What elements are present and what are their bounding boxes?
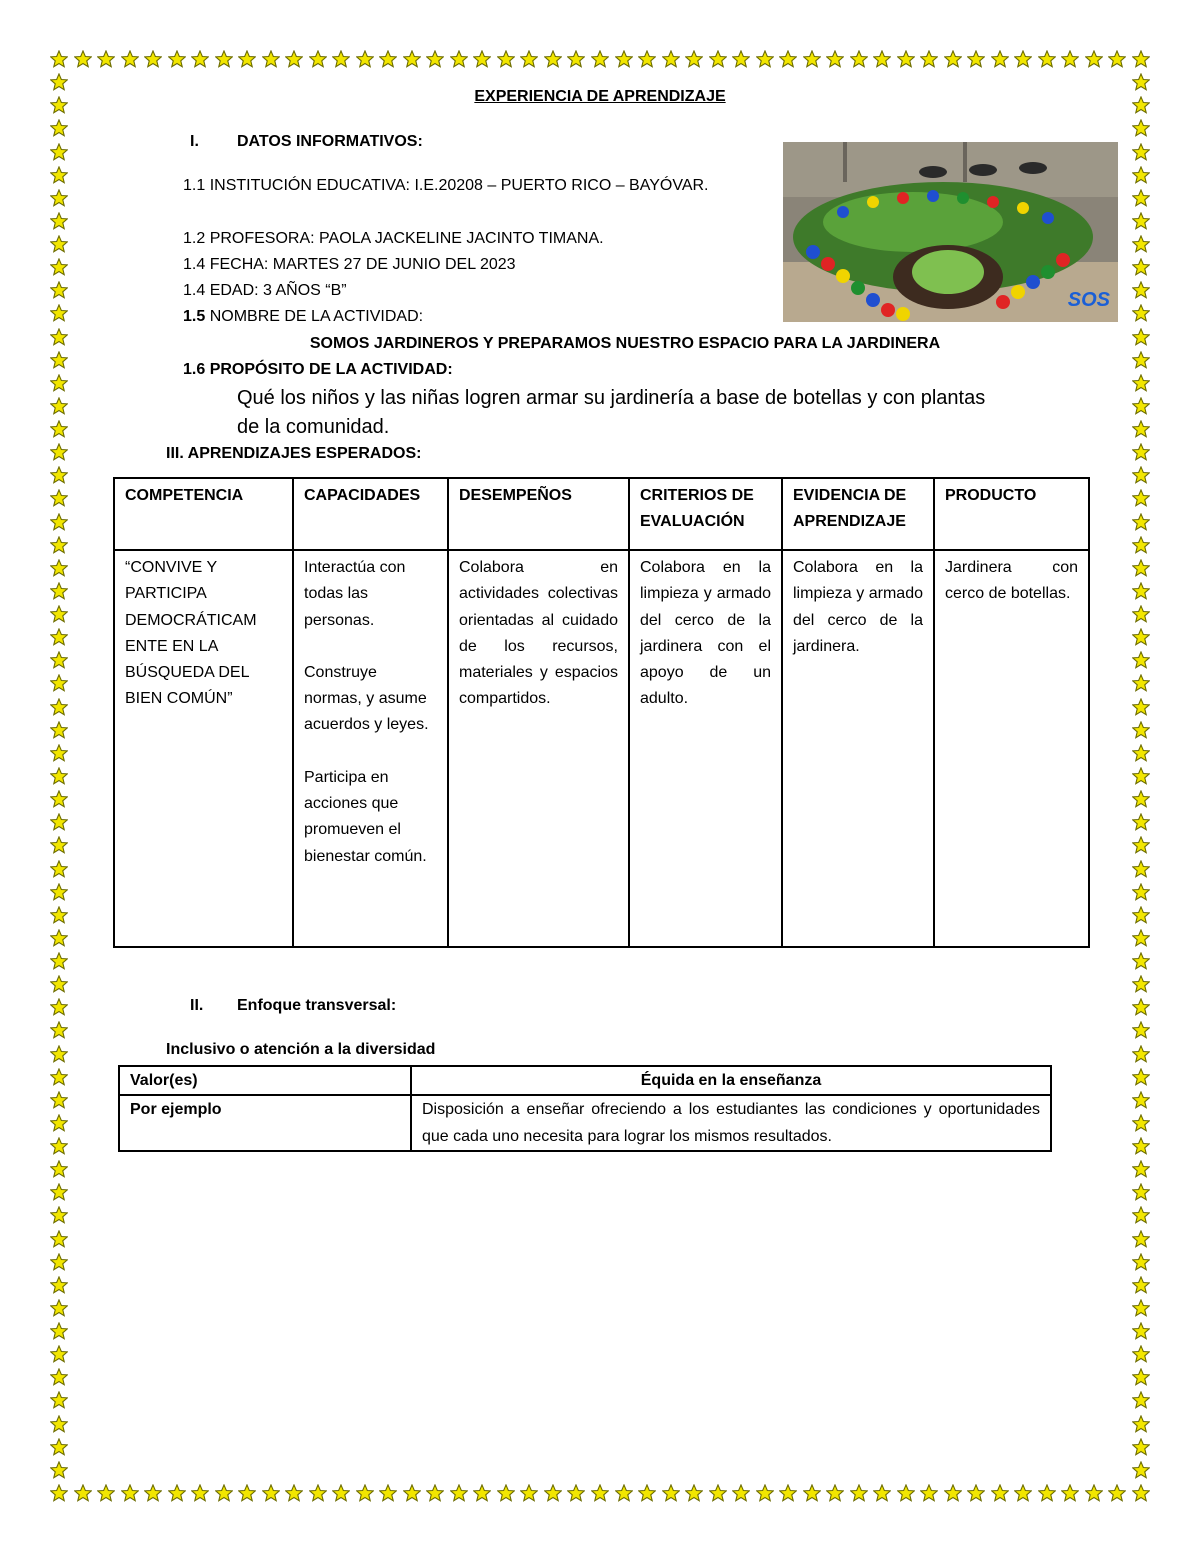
star-icon bbox=[685, 50, 703, 68]
star-icon bbox=[920, 50, 938, 68]
actividad-label-line bbox=[183, 308, 423, 326]
table-row bbox=[119, 1066, 1051, 1095]
header-evidencia: EVIDENCIA DE APRENDIZAJE bbox=[782, 478, 934, 550]
star-icon bbox=[50, 1114, 68, 1132]
star-icon bbox=[1132, 1299, 1150, 1317]
star-icon bbox=[1132, 975, 1150, 993]
star-icon bbox=[1132, 466, 1150, 484]
star-icon bbox=[662, 1484, 680, 1502]
proposito-text bbox=[237, 384, 1057, 442]
section-enfoque-heading: Enfoque transversal: bbox=[237, 997, 397, 1014]
star-icon bbox=[944, 50, 962, 68]
enfoque-subtitle: Inclusivo o atención a la diversidad bbox=[166, 1041, 436, 1058]
star-icon bbox=[732, 50, 750, 68]
capacidad-item: Construye normas, y asume acuerdos y leyes. bbox=[304, 663, 429, 734]
valor-value: Équida en la enseñanza bbox=[411, 1066, 1051, 1095]
star-icon bbox=[473, 50, 491, 68]
star-icon bbox=[50, 790, 68, 808]
star-icon bbox=[50, 513, 68, 531]
star-icon bbox=[826, 50, 844, 68]
star-icon bbox=[873, 1484, 891, 1502]
header-competencia: COMPETENCIA bbox=[114, 478, 293, 550]
star-icon bbox=[1132, 443, 1150, 461]
star-icon bbox=[1085, 50, 1103, 68]
star-icon bbox=[1132, 1484, 1150, 1502]
star-icon bbox=[403, 1484, 421, 1502]
star-icon bbox=[1132, 767, 1150, 785]
star-icon bbox=[403, 50, 421, 68]
star-icon bbox=[50, 1438, 68, 1456]
actividad-number: 1.5 bbox=[183, 308, 206, 325]
star-icon bbox=[803, 50, 821, 68]
star-icon bbox=[50, 1415, 68, 1433]
cell-competencia: “CONVIVE Y PARTICIPA DEMOCRÁTICAM ENTE EN LA BÚSQUEDA DEL BIEN COMÚN” bbox=[114, 550, 293, 947]
star-icon bbox=[1132, 351, 1150, 369]
star-icon bbox=[1038, 50, 1056, 68]
star-icon bbox=[50, 1276, 68, 1294]
star-icon bbox=[50, 1183, 68, 1201]
star-icon bbox=[50, 860, 68, 878]
star-icon bbox=[991, 1484, 1009, 1502]
cell-capacidades bbox=[293, 550, 448, 947]
cell-desempenos: Colabora en actividades colectivas orientadas al cuidado de los recursos, materiales y espacios compartidos. bbox=[448, 550, 629, 947]
header-desempenos: DESEMPEÑOS bbox=[448, 478, 629, 550]
star-icon bbox=[168, 50, 186, 68]
valor-label: Valor(es) bbox=[119, 1066, 411, 1095]
star-icon bbox=[50, 1068, 68, 1086]
star-icon bbox=[50, 698, 68, 716]
star-icon bbox=[591, 50, 609, 68]
star-icon bbox=[50, 744, 68, 762]
star-icon bbox=[332, 1484, 350, 1502]
actividad-label: NOMBRE DE LA ACTIVIDAD: bbox=[205, 308, 424, 325]
star-icon bbox=[1132, 674, 1150, 692]
star-icon bbox=[615, 50, 633, 68]
star-icon bbox=[1014, 1484, 1032, 1502]
header-criterios: CRITERIOS DE EVALUACIÓN bbox=[629, 478, 782, 550]
star-icon bbox=[497, 50, 515, 68]
star-icon bbox=[779, 1484, 797, 1502]
star-icon bbox=[967, 1484, 985, 1502]
star-icon bbox=[50, 420, 68, 438]
star-icon bbox=[50, 397, 68, 415]
table-row bbox=[119, 1095, 1051, 1151]
star-icon bbox=[1132, 744, 1150, 762]
star-icon bbox=[1132, 166, 1150, 184]
star-icon bbox=[97, 1484, 115, 1502]
star-icon bbox=[74, 50, 92, 68]
star-icon bbox=[1132, 513, 1150, 531]
star-icon bbox=[1085, 1484, 1103, 1502]
star-icon bbox=[50, 1206, 68, 1224]
cell-producto: Jardinera con cerco de botellas. bbox=[934, 550, 1089, 947]
star-icon bbox=[74, 1484, 92, 1502]
star-icon bbox=[685, 1484, 703, 1502]
proposito-label: 1.6 PROPÓSITO DE LA ACTIVIDAD: bbox=[183, 361, 453, 378]
star-icon bbox=[1132, 374, 1150, 392]
star-icon bbox=[1132, 559, 1150, 577]
star-icon bbox=[215, 50, 233, 68]
star-icon bbox=[97, 50, 115, 68]
star-icon bbox=[779, 50, 797, 68]
star-icon bbox=[50, 351, 68, 369]
star-icon bbox=[50, 883, 68, 901]
star-icon bbox=[897, 1484, 915, 1502]
star-icon bbox=[215, 1484, 233, 1502]
header-producto: PRODUCTO bbox=[934, 478, 1089, 550]
cell-evidencia: Colabora en la limpieza y armado del cerco de la jardinera. bbox=[782, 550, 934, 947]
star-icon bbox=[1132, 281, 1150, 299]
section-datos-heading: DATOS INFORMATIVOS: bbox=[237, 133, 423, 150]
star-icon bbox=[262, 50, 280, 68]
star-icon bbox=[520, 50, 538, 68]
star-icon bbox=[1132, 1091, 1150, 1109]
star-icon bbox=[121, 50, 139, 68]
star-icon bbox=[332, 50, 350, 68]
star-icon bbox=[1132, 143, 1150, 161]
star-icon bbox=[50, 466, 68, 484]
garden-photo bbox=[783, 142, 1118, 322]
star-icon bbox=[356, 50, 374, 68]
star-icon bbox=[50, 1137, 68, 1155]
star-icon bbox=[50, 559, 68, 577]
fecha-line: 1.4 FECHA: MARTES 27 DE JUNIO DEL 2023 bbox=[183, 256, 516, 273]
star-icon bbox=[168, 1484, 186, 1502]
header-capacidades: CAPACIDADES bbox=[293, 478, 448, 550]
capacidad-item: Interactúa con todas las personas. bbox=[304, 559, 406, 629]
star-icon bbox=[967, 50, 985, 68]
star-icon bbox=[1132, 998, 1150, 1016]
star-icon bbox=[50, 235, 68, 253]
star-icon bbox=[50, 489, 68, 507]
star-icon bbox=[826, 1484, 844, 1502]
aprendizajes-heading: III. APRENDIZAJES ESPERADOS: bbox=[166, 445, 422, 462]
star-icon bbox=[544, 1484, 562, 1502]
star-icon bbox=[50, 767, 68, 785]
table-row bbox=[114, 550, 1089, 947]
star-icon bbox=[615, 1484, 633, 1502]
star-icon bbox=[50, 1461, 68, 1479]
aprendizajes-table bbox=[113, 477, 1090, 948]
proposito-line-2: de la comunidad. bbox=[237, 416, 390, 438]
star-icon bbox=[591, 1484, 609, 1502]
star-icon bbox=[50, 189, 68, 207]
star-icon bbox=[379, 1484, 397, 1502]
star-icon bbox=[803, 1484, 821, 1502]
star-icon bbox=[379, 50, 397, 68]
star-icon bbox=[638, 50, 656, 68]
star-icon bbox=[50, 258, 68, 276]
star-icon bbox=[1132, 628, 1150, 646]
star-icon bbox=[1132, 906, 1150, 924]
star-icon bbox=[1132, 698, 1150, 716]
star-icon bbox=[1132, 836, 1150, 854]
star-icon bbox=[1132, 1368, 1150, 1386]
star-icon bbox=[50, 952, 68, 970]
star-icon bbox=[497, 1484, 515, 1502]
star-icon bbox=[1108, 50, 1126, 68]
star-icon bbox=[450, 50, 468, 68]
star-icon bbox=[920, 1484, 938, 1502]
star-icon bbox=[567, 50, 585, 68]
star-icon bbox=[144, 1484, 162, 1502]
cell-criterios: Colabora en la limpieza y armado del cerco de la jardinera con el apoyo de un adulto. bbox=[629, 550, 782, 947]
star-icon bbox=[1132, 1068, 1150, 1086]
star-icon bbox=[1132, 790, 1150, 808]
star-icon bbox=[1132, 721, 1150, 739]
star-icon bbox=[1132, 1045, 1150, 1063]
page-title: EXPERIENCIA DE APRENDIZAJE bbox=[474, 88, 726, 105]
star-icon bbox=[1108, 1484, 1126, 1502]
star-icon bbox=[850, 50, 868, 68]
star-icon bbox=[1132, 1206, 1150, 1224]
star-icon bbox=[473, 1484, 491, 1502]
star-icon bbox=[850, 1484, 868, 1502]
star-icon bbox=[1132, 582, 1150, 600]
star-icon bbox=[1132, 212, 1150, 230]
star-icon bbox=[1132, 1276, 1150, 1294]
star-icon bbox=[1132, 605, 1150, 623]
star-icon bbox=[50, 1253, 68, 1271]
star-icon bbox=[1132, 1183, 1150, 1201]
actividad-nombre: SOMOS JARDINEROS Y PREPARAMOS NUESTRO ESPACIO PARA LA JARDINERA bbox=[309, 335, 941, 352]
star-icon bbox=[50, 1021, 68, 1039]
star-icon bbox=[50, 1230, 68, 1248]
star-icon bbox=[1132, 258, 1150, 276]
star-icon bbox=[121, 1484, 139, 1502]
star-icon bbox=[356, 1484, 374, 1502]
star-icon bbox=[450, 1484, 468, 1502]
star-icon bbox=[1038, 1484, 1056, 1502]
star-icon bbox=[1132, 1322, 1150, 1340]
star-icon bbox=[709, 50, 727, 68]
star-icon bbox=[1132, 50, 1150, 68]
star-icon bbox=[1132, 929, 1150, 947]
star-icon bbox=[50, 1368, 68, 1386]
star-icon bbox=[1132, 1438, 1150, 1456]
star-icon bbox=[50, 674, 68, 692]
star-icon bbox=[1132, 189, 1150, 207]
photo-logo: SOS bbox=[1067, 289, 1110, 311]
star-icon bbox=[50, 1322, 68, 1340]
star-icon bbox=[50, 1160, 68, 1178]
star-icon bbox=[50, 605, 68, 623]
star-icon bbox=[1061, 50, 1079, 68]
star-icon bbox=[732, 1484, 750, 1502]
star-icon bbox=[709, 1484, 727, 1502]
star-icon bbox=[191, 1484, 209, 1502]
ejemplo-label: Por ejemplo bbox=[119, 1095, 411, 1151]
star-icon bbox=[1132, 1160, 1150, 1178]
star-icon bbox=[1132, 651, 1150, 669]
star-icon bbox=[50, 1091, 68, 1109]
star-icon bbox=[262, 1484, 280, 1502]
star-icon bbox=[191, 50, 209, 68]
table-header-row bbox=[114, 478, 1089, 550]
star-icon bbox=[50, 304, 68, 322]
star-icon bbox=[1132, 489, 1150, 507]
star-icon bbox=[1132, 235, 1150, 253]
star-icon bbox=[50, 166, 68, 184]
star-icon bbox=[309, 50, 327, 68]
capacidad-item: Participa en acciones que promueven el bienestar común. bbox=[304, 768, 427, 865]
section-datos-number: I. bbox=[190, 133, 199, 150]
star-icon bbox=[50, 212, 68, 230]
star-icon bbox=[1132, 952, 1150, 970]
star-icon bbox=[238, 1484, 256, 1502]
star-icon bbox=[567, 1484, 585, 1502]
ejemplo-text: Disposición a enseñar ofreciendo a los estudiantes las condiciones y oportunidades que cada uno necesita para lograr los mismos resultados. bbox=[411, 1095, 1051, 1151]
star-icon bbox=[638, 1484, 656, 1502]
star-icon bbox=[238, 50, 256, 68]
section-enfoque-number: II. bbox=[190, 997, 204, 1014]
star-icon bbox=[50, 1299, 68, 1317]
star-icon bbox=[426, 50, 444, 68]
star-icon bbox=[1132, 1461, 1150, 1479]
star-icon bbox=[50, 836, 68, 854]
star-icon bbox=[50, 721, 68, 739]
star-icon bbox=[1132, 119, 1150, 137]
star-icon bbox=[50, 582, 68, 600]
star-icon bbox=[873, 50, 891, 68]
star-icon bbox=[426, 1484, 444, 1502]
star-icon bbox=[944, 1484, 962, 1502]
star-icon bbox=[1132, 1137, 1150, 1155]
star-icon bbox=[1132, 860, 1150, 878]
star-icon bbox=[50, 1484, 68, 1502]
star-icon bbox=[285, 1484, 303, 1502]
star-icon bbox=[1132, 1253, 1150, 1271]
star-icon bbox=[1132, 1021, 1150, 1039]
star-icon bbox=[1132, 536, 1150, 554]
star-icon bbox=[50, 50, 68, 68]
star-icon bbox=[50, 813, 68, 831]
star-icon bbox=[1061, 1484, 1079, 1502]
star-icon bbox=[1132, 420, 1150, 438]
star-icon bbox=[50, 1391, 68, 1409]
star-icon bbox=[50, 975, 68, 993]
star-icon bbox=[50, 536, 68, 554]
star-icon bbox=[756, 50, 774, 68]
proposito-line-1: Qué los niños y las niñas logren armar su jardinería a base de botellas y con plantas bbox=[237, 387, 986, 409]
star-icon bbox=[1132, 1345, 1150, 1363]
institucion-line: 1.1 INSTITUCIÓN EDUCATIVA: I.E.20208 – PUERTO RICO – BAYÓVAR. bbox=[183, 177, 709, 194]
star-icon bbox=[897, 50, 915, 68]
star-icon bbox=[1132, 1114, 1150, 1132]
star-icon bbox=[50, 1345, 68, 1363]
star-icon bbox=[520, 1484, 538, 1502]
star-icon bbox=[50, 929, 68, 947]
star-icon bbox=[50, 651, 68, 669]
star-icon bbox=[50, 374, 68, 392]
enfoque-table bbox=[118, 1065, 1052, 1152]
star-icon bbox=[1132, 813, 1150, 831]
star-icon bbox=[50, 1045, 68, 1063]
edad-line: 1.4 EDAD: 3 AÑOS “B” bbox=[183, 282, 347, 299]
star-icon bbox=[1014, 50, 1032, 68]
star-icon bbox=[1132, 1391, 1150, 1409]
star-icon bbox=[1132, 883, 1150, 901]
star-icon bbox=[50, 443, 68, 461]
star-icon bbox=[1132, 1415, 1150, 1433]
star-icon bbox=[1132, 304, 1150, 322]
star-icon bbox=[50, 998, 68, 1016]
star-icon bbox=[1132, 397, 1150, 415]
star-icon bbox=[50, 281, 68, 299]
star-icon bbox=[544, 50, 562, 68]
star-icon bbox=[50, 119, 68, 137]
star-icon bbox=[144, 50, 162, 68]
star-icon bbox=[756, 1484, 774, 1502]
star-icon bbox=[50, 143, 68, 161]
star-icon bbox=[50, 628, 68, 646]
star-icon bbox=[1132, 1230, 1150, 1248]
star-icon bbox=[662, 50, 680, 68]
star-icon bbox=[309, 1484, 327, 1502]
star-icon bbox=[285, 50, 303, 68]
star-icon bbox=[991, 50, 1009, 68]
star-icon bbox=[50, 906, 68, 924]
profesora-line: 1.2 PROFESORA: PAOLA JACKELINE JACINTO TIMANA. bbox=[183, 230, 604, 247]
